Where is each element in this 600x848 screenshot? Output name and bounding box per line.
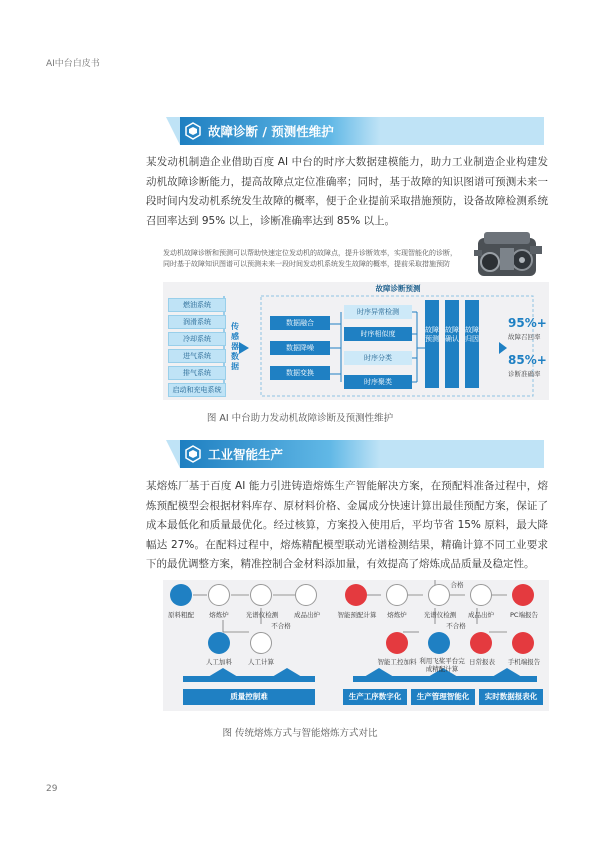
cube-icon [184,122,202,140]
finished-product-icon [470,584,492,606]
system-item: 启动和充电系统 [168,383,226,397]
raw-material-icon [170,584,192,606]
bottom-label: 日常报表 [469,658,495,666]
section-paragraph: 某发动机制造企业借助百度 AI 中台的时序大数据建模能力，助力工业制造企业构建发动机故障诊断能力，提高故障点定位准确率；同时，基于故障的知识图谱可预测未来一段时间内发动机系统发生故障的概率，便于企业提前采取措施预防，设备故障检测系统召回率达到 95% 以上，诊断准确率达到 85% 以上。 [146,156,548,227]
paddle-platform-icon [428,632,450,654]
section-title-bar [166,117,544,145]
system-item: 燃油系统 [168,298,226,312]
smart-feed-icon [386,632,408,654]
output-box: 故障归因 [465,300,479,388]
footer-badge: 质量控制难 [183,689,315,705]
manual-label: 人工加料 [206,658,232,666]
stat-label: 诊断准确率 [508,370,541,378]
figure-note: 发动机故障诊断和预测可以帮助快速定位发动机的故障点，提升诊断效率，实现智能化的诊断， [163,249,457,257]
system-item: 进气系统 [168,349,226,363]
timeseries-box: 时序聚类 [344,375,412,389]
step-label: 光谱仪检测 [245,611,279,619]
section-title-bar [166,440,544,468]
step-label: 熔炼炉 [209,611,229,619]
bottom-label: 手机端报告 [507,658,541,666]
section-title: 工业智能生产 [208,447,284,462]
furnace-icon [386,584,408,606]
mobile-report-icon [512,632,534,654]
section-title: 故障诊断 / 预测性维护 [208,124,334,139]
step-label: 成品出炉 [468,611,494,619]
manual-label: 人工计算 [248,658,274,666]
sensor-data-label: 传感器数据 [231,322,239,371]
step-label: PC端报告 [510,611,538,619]
step-label: 成品出炉 [294,611,320,619]
stat-label: 故障召回率 [508,333,541,341]
stat-value: 95%+ [508,316,547,330]
header-doc-title: AI中台白皮书 [46,59,100,69]
step-label: 光谱仪检测 [423,611,457,619]
timeseries-box: 时序异常检测 [344,305,412,319]
furnace-icon [208,584,230,606]
system-item: 润滑系统 [168,315,226,329]
timeseries-box: 时序分类 [344,351,412,365]
bottom-label: 利用飞桨平台完成精配计算 [419,657,465,673]
figure-note: 同时基于故障知识图谱可以预测未来一段时间发动机系统发生故障的概率，提前采取措施预防 [163,260,450,268]
section-paragraph: 某熔炼厂基于百度 AI 能力引进铸造熔炼生产智能解决方案，在预配料准备过程中，熔炼预配模型会根据材料库存、原材料价格、金属成分快速计算出最佳预配方案，保证了成本最低化和质量最优化。经过核算，方案投入使用后，平均节省 15% 原料，最大降幅达 27%。在配料过程中，熔炼精配模型联动光谱检测结果，精确计算不同工业要求下的最优调整方案，精准控制合金材料添加量，有效提高了熔炼成品质量及稳定性。 [146,480,548,570]
pc-report-icon [512,584,534,606]
figure-caption: 图 AI 中台助力发动机故障诊断及预测性维护 [206,413,394,424]
step-label: 熔炼炉 [387,611,407,619]
output-box: 故障预测 [425,300,439,388]
fail-label: 不合格 [446,622,466,630]
pass-label: 合格 [450,581,464,589]
engine-image [470,228,548,286]
timeseries-box: 时序相似度 [344,327,412,341]
output-box: 故障确认 [445,300,459,388]
step-label: 智能预配计算 [337,611,377,619]
spectrometer-icon [250,584,272,606]
system-item: 排气系统 [168,366,226,380]
bottom-label: 智能工控加料 [377,658,417,666]
footer-badge: 生产管理智能化 [411,689,475,705]
fail-label: 不合格 [271,622,291,630]
stat-value: 85%+ [508,353,547,367]
footer-badge: 实时数据报表化 [479,689,543,705]
daily-report-icon [470,632,492,654]
processing-box: 数据融合 [270,316,330,330]
step-label: 原料粗配 [168,611,194,619]
processing-box: 数据变换 [270,366,330,380]
figure-caption: 图 传统熔炼方式与智能熔炼方式对比 [222,728,378,739]
predict-title: 故障诊断预测 [375,284,421,293]
finished-product-icon [295,584,317,606]
manual-feed-icon [208,632,230,654]
processing-box: 数据降噪 [270,341,330,355]
cube-icon [184,445,202,463]
smart-preconfig-icon [345,584,367,606]
page-number: 29 [46,784,58,794]
footer-badge: 生产工序数字化 [343,689,407,705]
system-item: 冷却系统 [168,332,226,346]
calculator-icon [250,632,272,654]
